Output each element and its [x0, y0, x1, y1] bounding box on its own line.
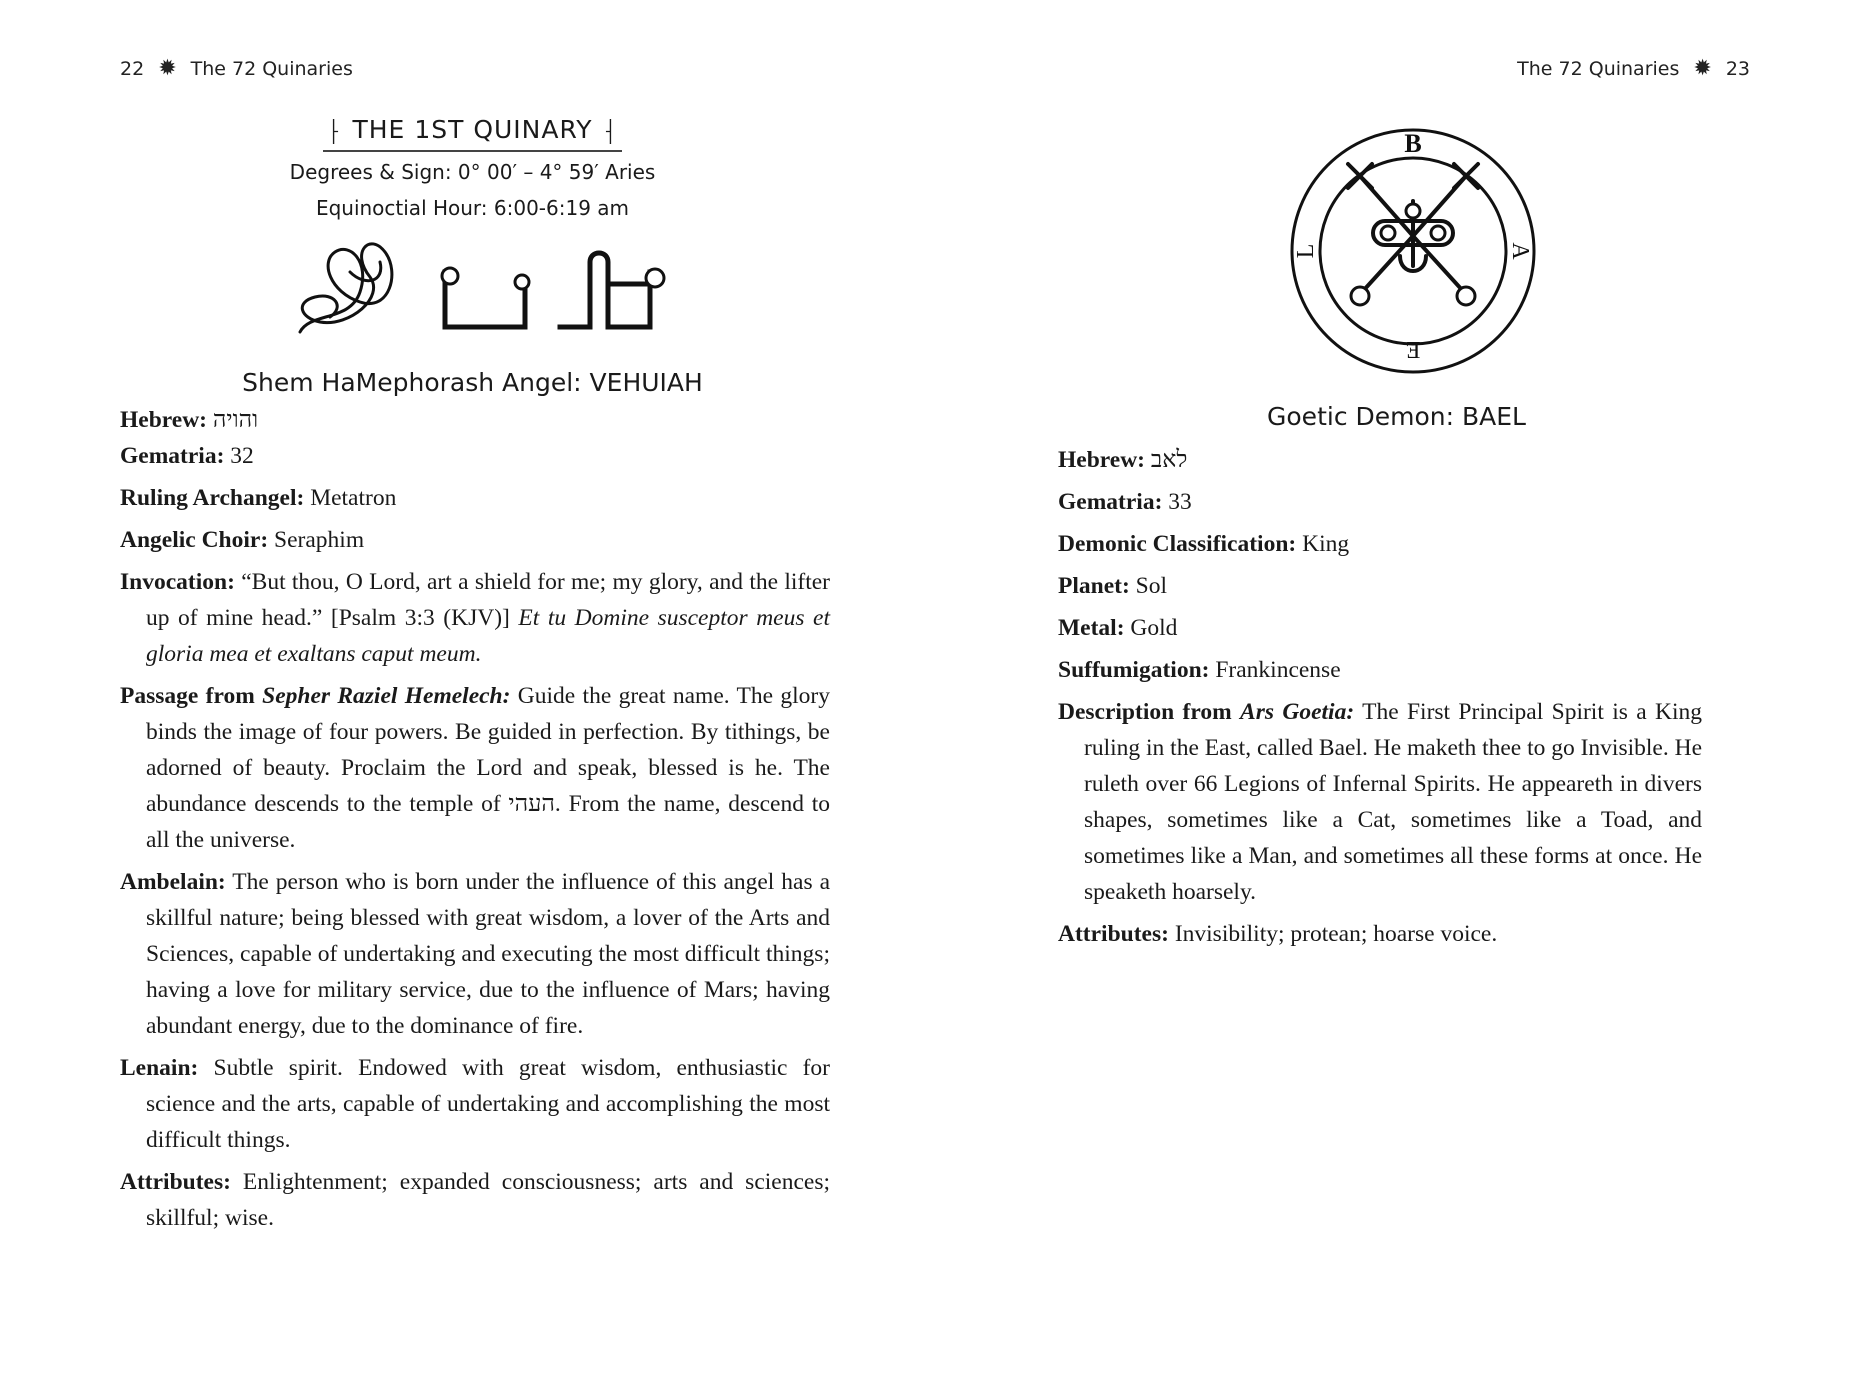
classification-value: King [1302, 531, 1350, 557]
passage-text: Guide the great name. The glory binds the image of four powers. Be guided in perfection. By tithings, be adorned of beauty. Proclaim the Lord and speak, blessed is he. The abundance descends to the temple of העהי. From the name, descend to all the universe. [146, 683, 830, 853]
invocation-label: Invocation: [120, 569, 235, 595]
description-label-a: Description from [1058, 699, 1241, 725]
description-text: The First Principal Spirit is a King ruling in the East, called Bael. He maketh thee to go Invisible. He ruleth over 66 Legions of Infernal Spirits. He appeareth in divers shapes, sometimes like a Cat, sometimes like a Toad, and sometimes like a Man, and sometimes all these forms at once. He speaketh hoarsely. [1084, 699, 1703, 905]
description-entry [1058, 694, 1702, 910]
description-label-b: Ars Goetia: [1240, 699, 1355, 725]
demon-gematria-label: Gematria: [1058, 489, 1163, 515]
demon-heading: Goetic Demon: BAEL [1267, 402, 1526, 431]
seal-letter-top: B [1404, 129, 1422, 158]
choir-label: Angelic Choir: [120, 527, 269, 553]
attributes-text-left: Enlightenment; expanded consciousness; arts and sciences; skillful; wise. [146, 1169, 831, 1231]
quinary-title [120, 112, 825, 152]
choir-value: Seraphim [274, 527, 365, 553]
hebrew-label: Hebrew: [120, 407, 208, 433]
attributes-text-right: Invisibility; protean; hoarse voice. [1174, 921, 1498, 947]
invocation-entry [120, 564, 830, 672]
demon-hebrew-value: לאב [1150, 447, 1188, 473]
running-head-right [1517, 58, 1750, 80]
classification-label: Demonic Classification: [1058, 531, 1297, 557]
gematria-value: 32 [230, 443, 254, 469]
angelic-script-sigil-icon [290, 232, 680, 342]
invocation-latin: Et tu Domine susceptor meus et gloria mea et exaltans caput meum. [146, 605, 830, 667]
demon-entries [1058, 442, 1702, 958]
attributes-label-right: Attributes: [1058, 921, 1169, 947]
demon-gematria-entry [1058, 484, 1702, 520]
suffumigation-entry [1058, 652, 1702, 688]
gematria-label: Gematria: [120, 443, 225, 469]
sunburst-icon: ✹ [1693, 56, 1712, 81]
title-noun: QUINARY [473, 115, 593, 144]
metal-value: Gold [1130, 615, 1178, 641]
hebrew-value: והויה [212, 407, 259, 433]
seal-letter-bottom: E [1405, 336, 1421, 362]
page-number-left: 22 [120, 58, 145, 80]
page-number-right: 23 [1725, 58, 1750, 80]
running-head-title-right: The 72 Quinaries [1517, 58, 1680, 80]
lenain-label: Lenain: [120, 1055, 199, 1081]
lenain-entry [120, 1050, 830, 1158]
choir-entry [120, 522, 830, 558]
seal-letter-left: L [1293, 243, 1319, 259]
title-ornament-right: ⸡ [601, 115, 617, 144]
ambelain-entry [120, 864, 830, 1044]
equinoctial-hour: Equinoctial Hour: 6:00-6:19 am [315, 196, 630, 220]
attributes-entry-left [120, 1164, 830, 1236]
right-page [931, 0, 1862, 1396]
bael-seal-icon [1288, 126, 1538, 376]
title-ornament-left: ⸠ [328, 115, 344, 144]
gematria-entry [120, 438, 830, 474]
seal-letter-right: A [1507, 242, 1533, 260]
demon-hebrew-label: Hebrew: [1058, 447, 1146, 473]
ambelain-label: Ambelain: [120, 869, 226, 895]
passage-label-b: Sepher Raziel Hemelech: [262, 683, 511, 709]
classification-entry [1058, 526, 1702, 562]
archangel-label: Ruling Archangel: [120, 485, 305, 511]
suffumigation-label: Suffumigation: [1058, 657, 1210, 683]
invocation-text: “But thou, O Lord, art a shield for me; my glory, and the lifter up of mine head.” [Psalm 3:3 (KJV)] [146, 569, 830, 631]
lenain-text: Subtle spirit. Endowed with great wisdom, enthusiastic for science and the arts, capable of undertaking and accomplishing the most difficult things. [146, 1055, 830, 1153]
angel-heading: Shem HaMephorash Angel: VEHUIAH [242, 368, 703, 397]
title-word: THE [352, 115, 406, 144]
angel-entries [120, 402, 830, 1242]
attributes-label-left: Attributes: [120, 1169, 231, 1195]
suffumigation-value: Frankincense [1215, 657, 1341, 683]
demon-hebrew-entry [1058, 442, 1702, 478]
demon-gematria-value: 33 [1168, 489, 1192, 515]
archangel-value: Metatron [310, 485, 397, 511]
planet-entry [1058, 568, 1702, 604]
metal-entry [1058, 610, 1702, 646]
metal-label: Metal: [1058, 615, 1125, 641]
passage-label-a: Passage from [120, 683, 263, 709]
title-ordinal: 1ST [414, 115, 465, 144]
planet-value: Sol [1135, 573, 1168, 599]
planet-label: Planet: [1058, 573, 1130, 599]
passage-entry [120, 678, 830, 858]
running-head-left [120, 58, 353, 80]
sunburst-icon: ✹ [158, 56, 177, 81]
running-head-title-left: The 72 Quinaries [190, 58, 353, 80]
ambelain-text: The person who is born under the influence of this angel has a skillful nature; being blessed with great wisdom, a lover of the Arts and Sciences, capable of undertaking and executing the most difficult things; having a love for military service, due to the influence of Mars; having abundant energy, due to the dominance of fire. [146, 869, 831, 1039]
hebrew-entry [120, 402, 830, 438]
degrees-sign: Degrees & Sign: 0° 00′ – 4° 59′ Aries [289, 160, 656, 184]
attributes-entry-right [1058, 916, 1702, 952]
archangel-entry [120, 480, 830, 516]
